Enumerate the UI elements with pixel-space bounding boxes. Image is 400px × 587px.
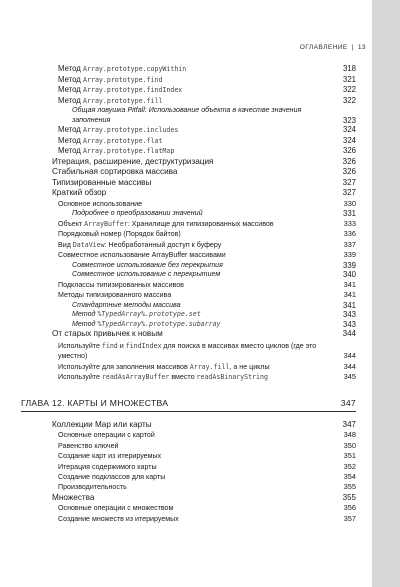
toc-page-number: 322 — [342, 85, 356, 94]
toc-entry[interactable] — [0, 280, 372, 290]
toc-entry-text: вместо — [169, 373, 197, 382]
toc-entry[interactable] — [0, 493, 372, 504]
toc-entry-code: Array.fill — [189, 362, 230, 371]
toc-page-number: 350 — [343, 440, 356, 450]
toc-entry-text: Типизированные массивы — [52, 177, 152, 187]
toc-entry-text: Метод — [58, 95, 84, 105]
toc-page-number: 352 — [343, 461, 356, 471]
toc-entry-text: Метод — [58, 74, 84, 84]
toc-entry[interactable] — [0, 420, 372, 431]
toc-entry-text: : Необработанный доступ к буферу — [104, 240, 222, 249]
toc-page-number: 344 — [343, 361, 356, 371]
toc-entry[interactable] — [0, 178, 372, 189]
toc-entry-code: %TypedArray%.prototype.subarray — [97, 319, 221, 328]
toc-page-number: 324 — [342, 135, 356, 145]
toc-entry-text: От старых привычек к новым — [52, 329, 163, 339]
toc-entry-code: Array.prototype.flat — [83, 136, 163, 145]
toc-entry-text: Производительность — [58, 483, 127, 492]
toc-entry-text: Краткий обзор — [52, 188, 107, 198]
toc-entry-text: Метод — [72, 310, 98, 319]
toc-entry-text: Совместное использование с перекрытием — [72, 270, 221, 279]
chapter-title: ГЛАВА 12. КАРТЫ И МНОЖЕСТВА — [21, 397, 169, 408]
toc-entry-text: Метод — [58, 135, 84, 145]
toc-page-number: 323 — [342, 115, 356, 125]
toc-entry-text: Совместное использование без перекрытия — [72, 260, 223, 269]
toc-page-number: 339 — [343, 250, 356, 260]
toc-entry[interactable] — [0, 451, 372, 461]
toc-page-number: 343 — [342, 310, 356, 320]
toc-entry-text: Стандартные методы массива — [72, 300, 181, 309]
running-head — [300, 44, 366, 51]
toc-entry-code: Array.prototype.copyWithin — [83, 65, 187, 73]
toc-entry[interactable] — [0, 199, 372, 209]
toc-entry[interactable] — [0, 503, 372, 513]
running-head-section: ОГЛАВЛЕНИЕ — [299, 44, 348, 51]
toc-entry-text: Создание подклассов для карты — [58, 472, 166, 481]
toc-entry-text: и — [117, 342, 126, 351]
toc-page-number: 330 — [343, 199, 356, 209]
toc-entry[interactable] — [0, 188, 372, 199]
page-edge-strip — [372, 0, 400, 587]
toc-entry-text: Создание карт из итерируемых — [58, 452, 162, 461]
toc-entry-code: readAsArrayBuffer — [101, 373, 170, 382]
toc-entry[interactable] — [0, 85, 372, 96]
toc-entry-text: Основное использование — [58, 200, 143, 209]
toc-entry[interactable] — [0, 472, 372, 482]
toc-entry-code: Array.prototype.findIndex — [83, 86, 183, 94]
toc-entry-text: Равенство ключей — [58, 441, 119, 450]
toc-page-number: 341 — [343, 290, 356, 300]
toc-page-number: 344 — [343, 351, 356, 361]
toc-page-number: 318 — [342, 64, 356, 73]
chapter-page-number: 347 — [340, 397, 356, 408]
toc-page-number: 326 — [342, 167, 356, 177]
toc-entry-text: для поиска в массивах вместо циклов (где это уместно) — [58, 342, 317, 361]
toc-entry-text: Итерация содержимого карты — [58, 462, 157, 471]
toc-page-number: 322 — [342, 95, 356, 105]
toc-entry[interactable] — [0, 329, 372, 340]
toc-entry-text: Вид — [58, 240, 73, 249]
toc-page-number: 355 — [343, 482, 356, 492]
toc-entry-text: Подклассы типизированных массивов — [58, 280, 184, 289]
running-head-separator: | — [351, 44, 354, 51]
toc-entry-text: Объект — [58, 220, 85, 229]
toc-page-number: 326 — [342, 146, 356, 156]
toc-page-number: 340 — [342, 270, 356, 280]
toc-entry-text: Методы типизированного массива — [58, 291, 172, 300]
toc-note-entry[interactable] — [0, 106, 372, 125]
toc-entry[interactable] — [0, 290, 372, 300]
toc-page-number: 356 — [343, 503, 356, 513]
toc-entry[interactable] — [0, 372, 372, 382]
toc-entry-text: Коллекции Map или карты — [52, 419, 152, 429]
toc-entry[interactable] — [0, 250, 372, 260]
toc-entry[interactable] — [0, 146, 372, 157]
toc-page-number: 348 — [343, 430, 356, 440]
toc-page-number: 337 — [343, 239, 356, 249]
toc-entry-text: Метод — [72, 319, 98, 328]
toc-page-number: 345 — [343, 372, 356, 382]
toc-page-number: 333 — [343, 219, 356, 229]
toc-entry[interactable] — [0, 96, 372, 107]
toc-entry-text: Совместное использование ArrayBuffer массивами — [58, 251, 226, 260]
toc-entry[interactable] — [0, 125, 372, 136]
toc-page-number: 351 — [343, 451, 356, 461]
toc-entry-text: Общая ловушка Pitfall: Использование объекта в качестве значения заполнения — [72, 106, 302, 124]
running-head-page-number: 13 — [357, 44, 366, 51]
toc-entry[interactable] — [0, 219, 372, 229]
toc-page-number: 354 — [343, 471, 356, 481]
toc-entry[interactable] — [0, 514, 372, 524]
toc-entry[interactable] — [0, 362, 372, 372]
toc-entry-text: Итерация, расширение, деструктуризация — [52, 156, 214, 166]
toc-entry-text: Создание множеств из итерируемых — [58, 514, 179, 523]
toc-entry-code: %TypedArray%.prototype.set — [97, 310, 201, 319]
toc-entry-text: Стабильная сортировка массива — [52, 167, 178, 177]
toc-entry[interactable] — [0, 157, 372, 168]
toc-entry[interactable] — [0, 341, 372, 362]
toc-entry[interactable] — [0, 75, 372, 86]
toc-page-number: 341 — [342, 300, 356, 310]
toc-entry-text: Метод — [58, 85, 84, 94]
toc-entry[interactable] — [0, 64, 372, 75]
toc-entry[interactable] — [0, 136, 372, 147]
toc-entry-text: Используйте — [58, 342, 102, 351]
toc-entry-code: Array.prototype.includes — [83, 126, 179, 135]
toc-page-number: 327 — [342, 177, 356, 187]
toc-entry-text: Метод — [58, 64, 84, 73]
toc-page-number: 326 — [342, 156, 356, 166]
toc-entry-code: DataView — [72, 240, 105, 249]
toc-page-number: 339 — [342, 260, 356, 270]
toc-page-number: 343 — [342, 319, 356, 329]
toc-entry-code: Array.prototype.flatMap — [83, 147, 175, 156]
toc-entry-text: Основные операции с картой — [58, 431, 155, 440]
toc-page-number: 347 — [342, 419, 356, 429]
toc-entry-code: find — [101, 342, 118, 351]
toc-entry[interactable] — [0, 482, 372, 492]
toc-entry-code: findIndex — [125, 342, 162, 351]
toc-entry-text: Используйте — [58, 373, 102, 382]
chapter-divider — [21, 411, 356, 412]
toc-entry-text: : Хранилище для типизированных массивов — [127, 220, 274, 229]
toc-entry-code: Array.prototype.fill — [83, 96, 163, 105]
toc-entry-text: Подробнее о преобразовании значений — [72, 209, 203, 218]
toc-entry-code: Array.prototype.find — [83, 75, 163, 84]
toc-page-number: 355 — [342, 492, 356, 502]
toc-entry[interactable] — [0, 462, 372, 472]
toc-page-number: 324 — [342, 125, 356, 135]
toc-entry-text: Метод — [58, 125, 84, 135]
toc-entry-text: Порядковый номер (Порядок байтов) — [58, 230, 181, 239]
toc-note-entry[interactable] — [0, 270, 372, 280]
toc-entry-text: Используйте для заполнения массивов — [58, 362, 190, 371]
toc-page-number: 336 — [343, 229, 356, 239]
toc-entry[interactable] — [0, 430, 372, 440]
toc-page-number: 357 — [343, 513, 356, 523]
toc-page-number: 321 — [342, 74, 356, 84]
toc-note-entry[interactable] — [0, 310, 372, 320]
toc-entry-code: ArrayBuffer — [84, 220, 128, 229]
chapter-heading[interactable] — [0, 396, 372, 412]
toc-page-number: 344 — [342, 329, 356, 339]
toc-entry[interactable] — [0, 229, 372, 239]
toc-page-number: 341 — [343, 279, 356, 289]
toc-entry-text: Основные операции с множеством — [58, 504, 174, 513]
toc-entry[interactable] — [0, 240, 372, 250]
toc-note-entry[interactable] — [0, 261, 372, 271]
toc-note-entry[interactable] — [0, 209, 372, 219]
toc-entry-text: , а не циклы — [229, 362, 270, 371]
toc-entry[interactable] — [0, 441, 372, 451]
toc-entry-text: Множества — [52, 492, 95, 502]
toc-page-number: 331 — [342, 209, 356, 219]
toc-entry-text: Метод — [58, 146, 84, 156]
toc-note-entry[interactable] — [0, 320, 372, 330]
toc-entry[interactable] — [0, 167, 372, 178]
toc-entry-code: readAsBinaryString — [196, 373, 268, 382]
table-of-contents — [0, 64, 372, 524]
chapter-entries — [0, 420, 372, 524]
toc-note-entry[interactable] — [0, 301, 372, 311]
toc-page-number: 327 — [342, 188, 356, 198]
